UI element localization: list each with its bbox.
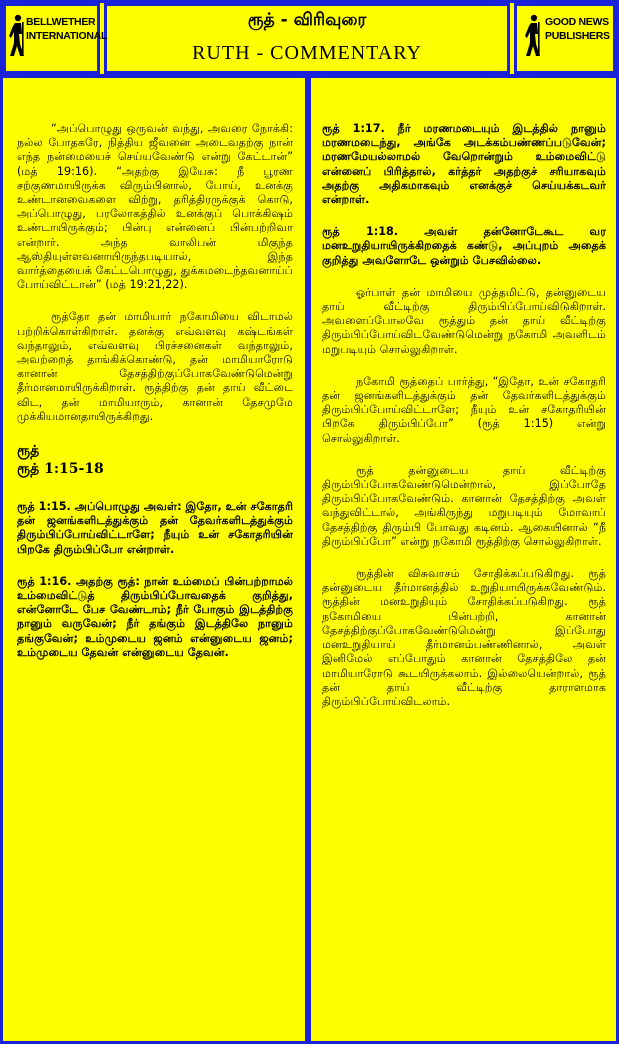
logo-line1: BELLWETHER xyxy=(26,16,96,28)
logo-line2: INTERNATIONAL xyxy=(26,30,108,42)
verse-text: ரூத் 1:15. அப்பொழுது அவள்: இதோ, உன் சகோதரி தன் ஜனங்களிடத்துக்கும் தன் தேவர்களிடத்துக்கும் திரும்பிப்போய்விட்டாளே; நீயும் உன் சகோதரியின் பிறகே திரும்பிப்போ என்றாள். xyxy=(17,500,293,556)
page-title-english: RUTH - COMMENTARY xyxy=(192,42,422,64)
verse-text: ரூத் 1:16. அதற்கு ரூத்: நான் உம்மைப் பின்பற்றாமல் உம்மைவிட்டுத் திரும்பிப்போவதைக் குறித்து, என்னோடே பேச வேண்டாம்; நீர் போகும் இடத்திற்கு நானும் வருவேன்; நீர் தங்கும் இடத்திலே நானும் தங்குவேன்; உம்முடைய ஜனம் என்னுடைய ஜனம்; உம்முடைய தேவன் என்னுடைய தேவன். xyxy=(17,574,293,659)
verse-text: ரூத் 1:18. அவள் தன்னோடேகூட வர மனஉறுதியாயிருக்கிறதைக் கண்டு, அப்புறம் அதைக் குறித்து அவளோடே ஒன்றும் பேசவில்லை. xyxy=(322,225,606,267)
paragraph: ரூத்தோ தன் மாமியார் நகோமியை விடாமல் பற்றிக்கொள்கிறாள். தனக்கு எவ்வளவு கஷ்டங்கள் வந்தாலும், எவ்வளவு பிரச்சனைகள் வந்தாலும், அவற்றைத் தாங்கிக்கொண்டு, தன் மாமியாரோடு கானான் தேசத்திற்குப்போகவேண்டுமென்று தீர்மானமாயிருக்கிறாள். ரூத்திற்கு தன் தாய் வீட்டை விட, தன் மாமியாரும், கானான் தேசமுமே முக்கியமானதாயிருக்கிறது. xyxy=(17,310,293,423)
right-column xyxy=(311,78,616,1041)
page-title-tamil: ரூத் - விரிவுரை xyxy=(247,10,367,30)
walking-man-icon-right xyxy=(525,14,543,58)
paragraph: ரூத்தின் விசுவாசம் சோதிக்கப்படுகிறது. ரூத் தன்னுடைய தீர்மானத்தில் உறுதியாயிருக்கவேண்டும். ரூத்தின் மனஉறுதியும் சோதிக்கப்படுகிறது. ரூத் நகோமியை பின்பற்றி, கானான் தேசத்திற்குப்போகவேண்டுமென்று இப்போது மனஉறுதியாய் தீர்மானம்பண்ணினால், அவள் இனிமேல் எப்போதும் கானான் தேசத்திலே தன் மாமியாரோடு கூடயிருக்கலாம். இல்லையென்றால், ரூத் தன் தாய் வீட்டிற்கு தாராளமாக திரும்பிப்போய்விடலாம். xyxy=(322,567,606,708)
left-column xyxy=(3,78,308,1041)
good-news-logo xyxy=(545,15,610,43)
paragraph: ரூத் தன்னுடைய தாய் வீட்டிற்கு திரும்பிப்போகவேண்டுமென்றால், இப்போதே திரும்பிப்போகவேண்டும். கானான் தேசத்திற்கு அவள் வந்துவிட்டால், அங்கிருந்து மறுபடியும் மோவாப் தேசத்திற்கு திரும்பி போவது கடினம். ஆகையினால் “நீ திரும்பிப்போ” என்று நகோமி ரூத்திற்கு சொல்லுகிறாள். xyxy=(322,463,606,548)
heading-line2: ரூத் 1:15-18 xyxy=(17,461,104,478)
heading-line1: ரூத் xyxy=(17,443,40,460)
section-heading xyxy=(17,442,293,478)
logo-line2-right: PUBLISHERS xyxy=(545,30,610,42)
bellwether-logo xyxy=(26,15,107,43)
verse-text: ரூத் 1:17. நீர் மரணமடையும் இடத்தில் நானும் மரணமடைந்து, அங்கே அடக்கம்பண்ணப்படுவேன்; மரணமேயல்லாமல் வேறொன்றும் உம்மைவிட்டு என்னைப் பிரித்தால், கர்த்தர் அதற்குச் சரியாகவும் அதற்கு அதிகமாகவும் எனக்குச் செய்யக்கடவர் என்றாள். xyxy=(322,122,606,207)
logo-line1-right: GOOD NEWS xyxy=(545,16,609,28)
paragraph: “அப்பொழுது ஒருவன் வந்து, அவரை நோக்கி: நல்ல போதகரே, நித்திய ஜீவனை அடைவதற்கு நான் எந்த நன்மையைச் செய்யவேண்டு என்று கேட்டான்” (மத் 19:16). “அதற்கு இயேசு: நீ பூரண சற்குணமாயிருக்க விரும்பினால், போய், உனக்கு உண்டானவைகளை விற்று, தரித்திரருக்குக் கொடு, அப்பொழுது, பரலோகத்தில் உனக்குப் பொக்கிஷம் உண்டாயிருக்கும்; பின்பு என்னைப் பின்பற்றிவா என்றார். அந்த வாலிபன் மிகுந்த ஆஸ்தியுள்ளவனாயிருந்தபடியால், இந்த வார்த்தையைக் கேட்டபொழுது, துக்கமடைந்தவனாய்ப் போய்விட்டான்” (மத் 19:21,22). xyxy=(17,122,293,292)
paragraph: ஓர்பாள் தன் மாமியை முத்தமிட்டு, தன்னுடைய தாய் வீட்டிற்கு திரும்பிப்போய்விடுகிறாள். அவளைப்போலவே ரூத்தும் தன் தாய் வீட்டிற்கு திரும்பிப்போய்விடவேண்டுமென்று நகோமி அவளிடம் மறுபடியும் சொல்லுகிறாள். xyxy=(322,285,606,356)
walking-man-icon xyxy=(9,14,27,58)
paragraph: நகோமி ரூத்தைப் பார்த்து, “இதோ, உன் சகோதரி தன் ஜனங்களிடத்துக்கும் தன் தேவர்களிடத்துக்கும் திரும்பிப்போய்விட்டாளே; நீயும் உன் சகோதரியின் பிறகே திரும்பிப்போ” (ரூத் 1:15) என்று சொல்லுகிறாள். xyxy=(322,374,606,445)
